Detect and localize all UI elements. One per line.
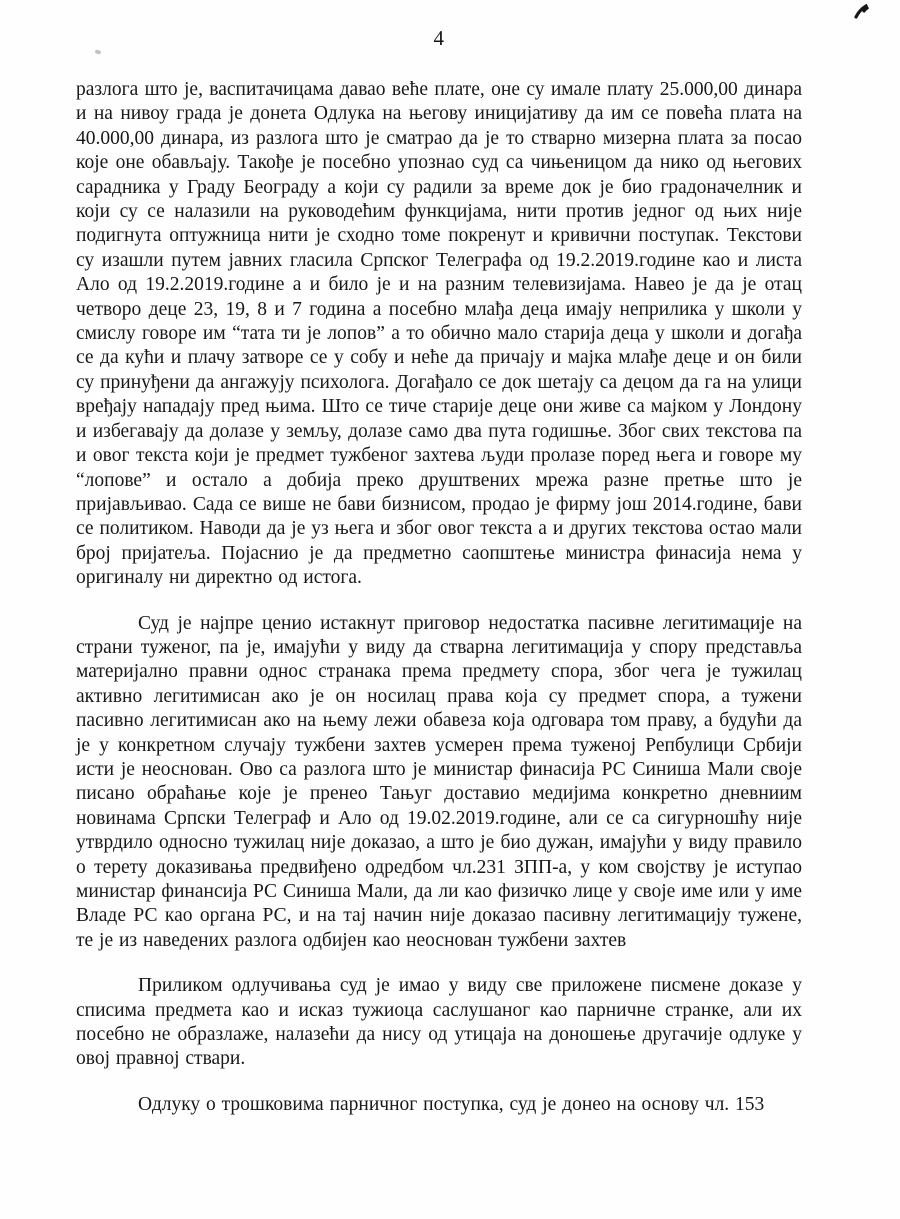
page-number: 4 (433, 26, 445, 50)
paragraph-3: Приликом одлучивања суд је имао у виду све приложене писмене доказе у списима предмета као и исказ тужиоца саслушаног као парничне странке, али их посебно не образлаже, налазећи да нису од утицаја на доношење другачије одлуке у овој правној ствари. (76, 975, 802, 1070)
paragraph-1: разлога што је, васпитачицама давао веће плате, оне су имале плату 25.000,00 динара и на нивоу града је донета Одлука на његову иницијативу да им се повећа плата на 40.000,00 динара, из разлога што је сматрао да је то стварно мизерна плата за посао које оне обављају. Такође је посебно упознао суд са чињеницом да нико од његових сарадника у Граду Београду а који су радили за време док је био градоначелник и који су се налазили на руководећим функцијама, нити против једног од њих није подигнута оптужница нити је сходно томе покренут и кривични поступак. Текстови су изашли путем јавних гласила Српског Телеграфа од 19.2.2019.године као и листа Ало од 19.2.2019.године а и било је и на разним телевизијама. Навео је да је отац четворо деце 23, 19, 8 и 7 година а посебно млађа деца имају неприлика у школи у смислу говоре им “тата ти је лопов” а то обично мало старија деца у школи и догађа се да кући и плачу затворе се у собу и неће да причају и мајка млађе деце и он били су принуђени да ангажују психолога. Догађало се док шетају са децом да га на улици вређају нападају пред њима. Што се тиче старије деце они живе са мајком у Лондону и избегавају да долазе у земљу, долазе само два пута годишње. Због свих текстова па и овог текста који је предмет тужбеног захтева људи пролазе поред њега и говоре му “лопове” и остало а добија преко друштвених мрежа разне претње што је пријављивао. Сада се више не бави бизнисом, продао је фирму још 2014.године, бави се политиком. Наводи да је уз њега и због овог текста а и других текстова остао мали број пријатеља. Појаснио је да предметно саопштење министра финасија нема у оригиналу ни директно од истога. (76, 79, 802, 589)
paragraph-4: Одлуку о трошковима парничног поступка, суд је донео на основу чл. 153 (138, 1093, 765, 1115)
pen-tick-mark (853, 3, 871, 21)
document-body (76, 78, 802, 1117)
paragraph-2: Суд је најпре ценио истакнут приговор недостатка пасивне легитимације на страни туженог, па је, имајући у виду да стварна легитимација у спору представља материјално правни однос странака према предмету спора, због чега је тужилац активно легитимисан ако је он носилац права која су предмет спора, а тужени пасивно легитимисан ако на њему лежи обавеза која одговара том праву, а будући да је у конкретном случају тужбени захтев усмерен према туженој Репбулици Србији исти је неоснован. Ово са разлога што је министар финасија РС Синиша Мали своје писано обраћање које је пренео Тањуг доставио медијима конкретно дневниим новинама Српски Телеграф и Ало од 19.02.2019.године, али се са сигурношћу није утврдило односно тужилац није доказао, а што је био дужан, имајући у виду правило о терету доказивања предвиђено одредбом чл.231 ЗПП-а, у ком својству је иступао министар финансија РС Синиша Мали, да ли као физичко лице у своје име или у име Владе РС као органа РС, и на тај начин није доказао пасивну легитимацију тужене, те је из наведених разлога одбијен као неоснован тужбени захтев (76, 612, 802, 951)
